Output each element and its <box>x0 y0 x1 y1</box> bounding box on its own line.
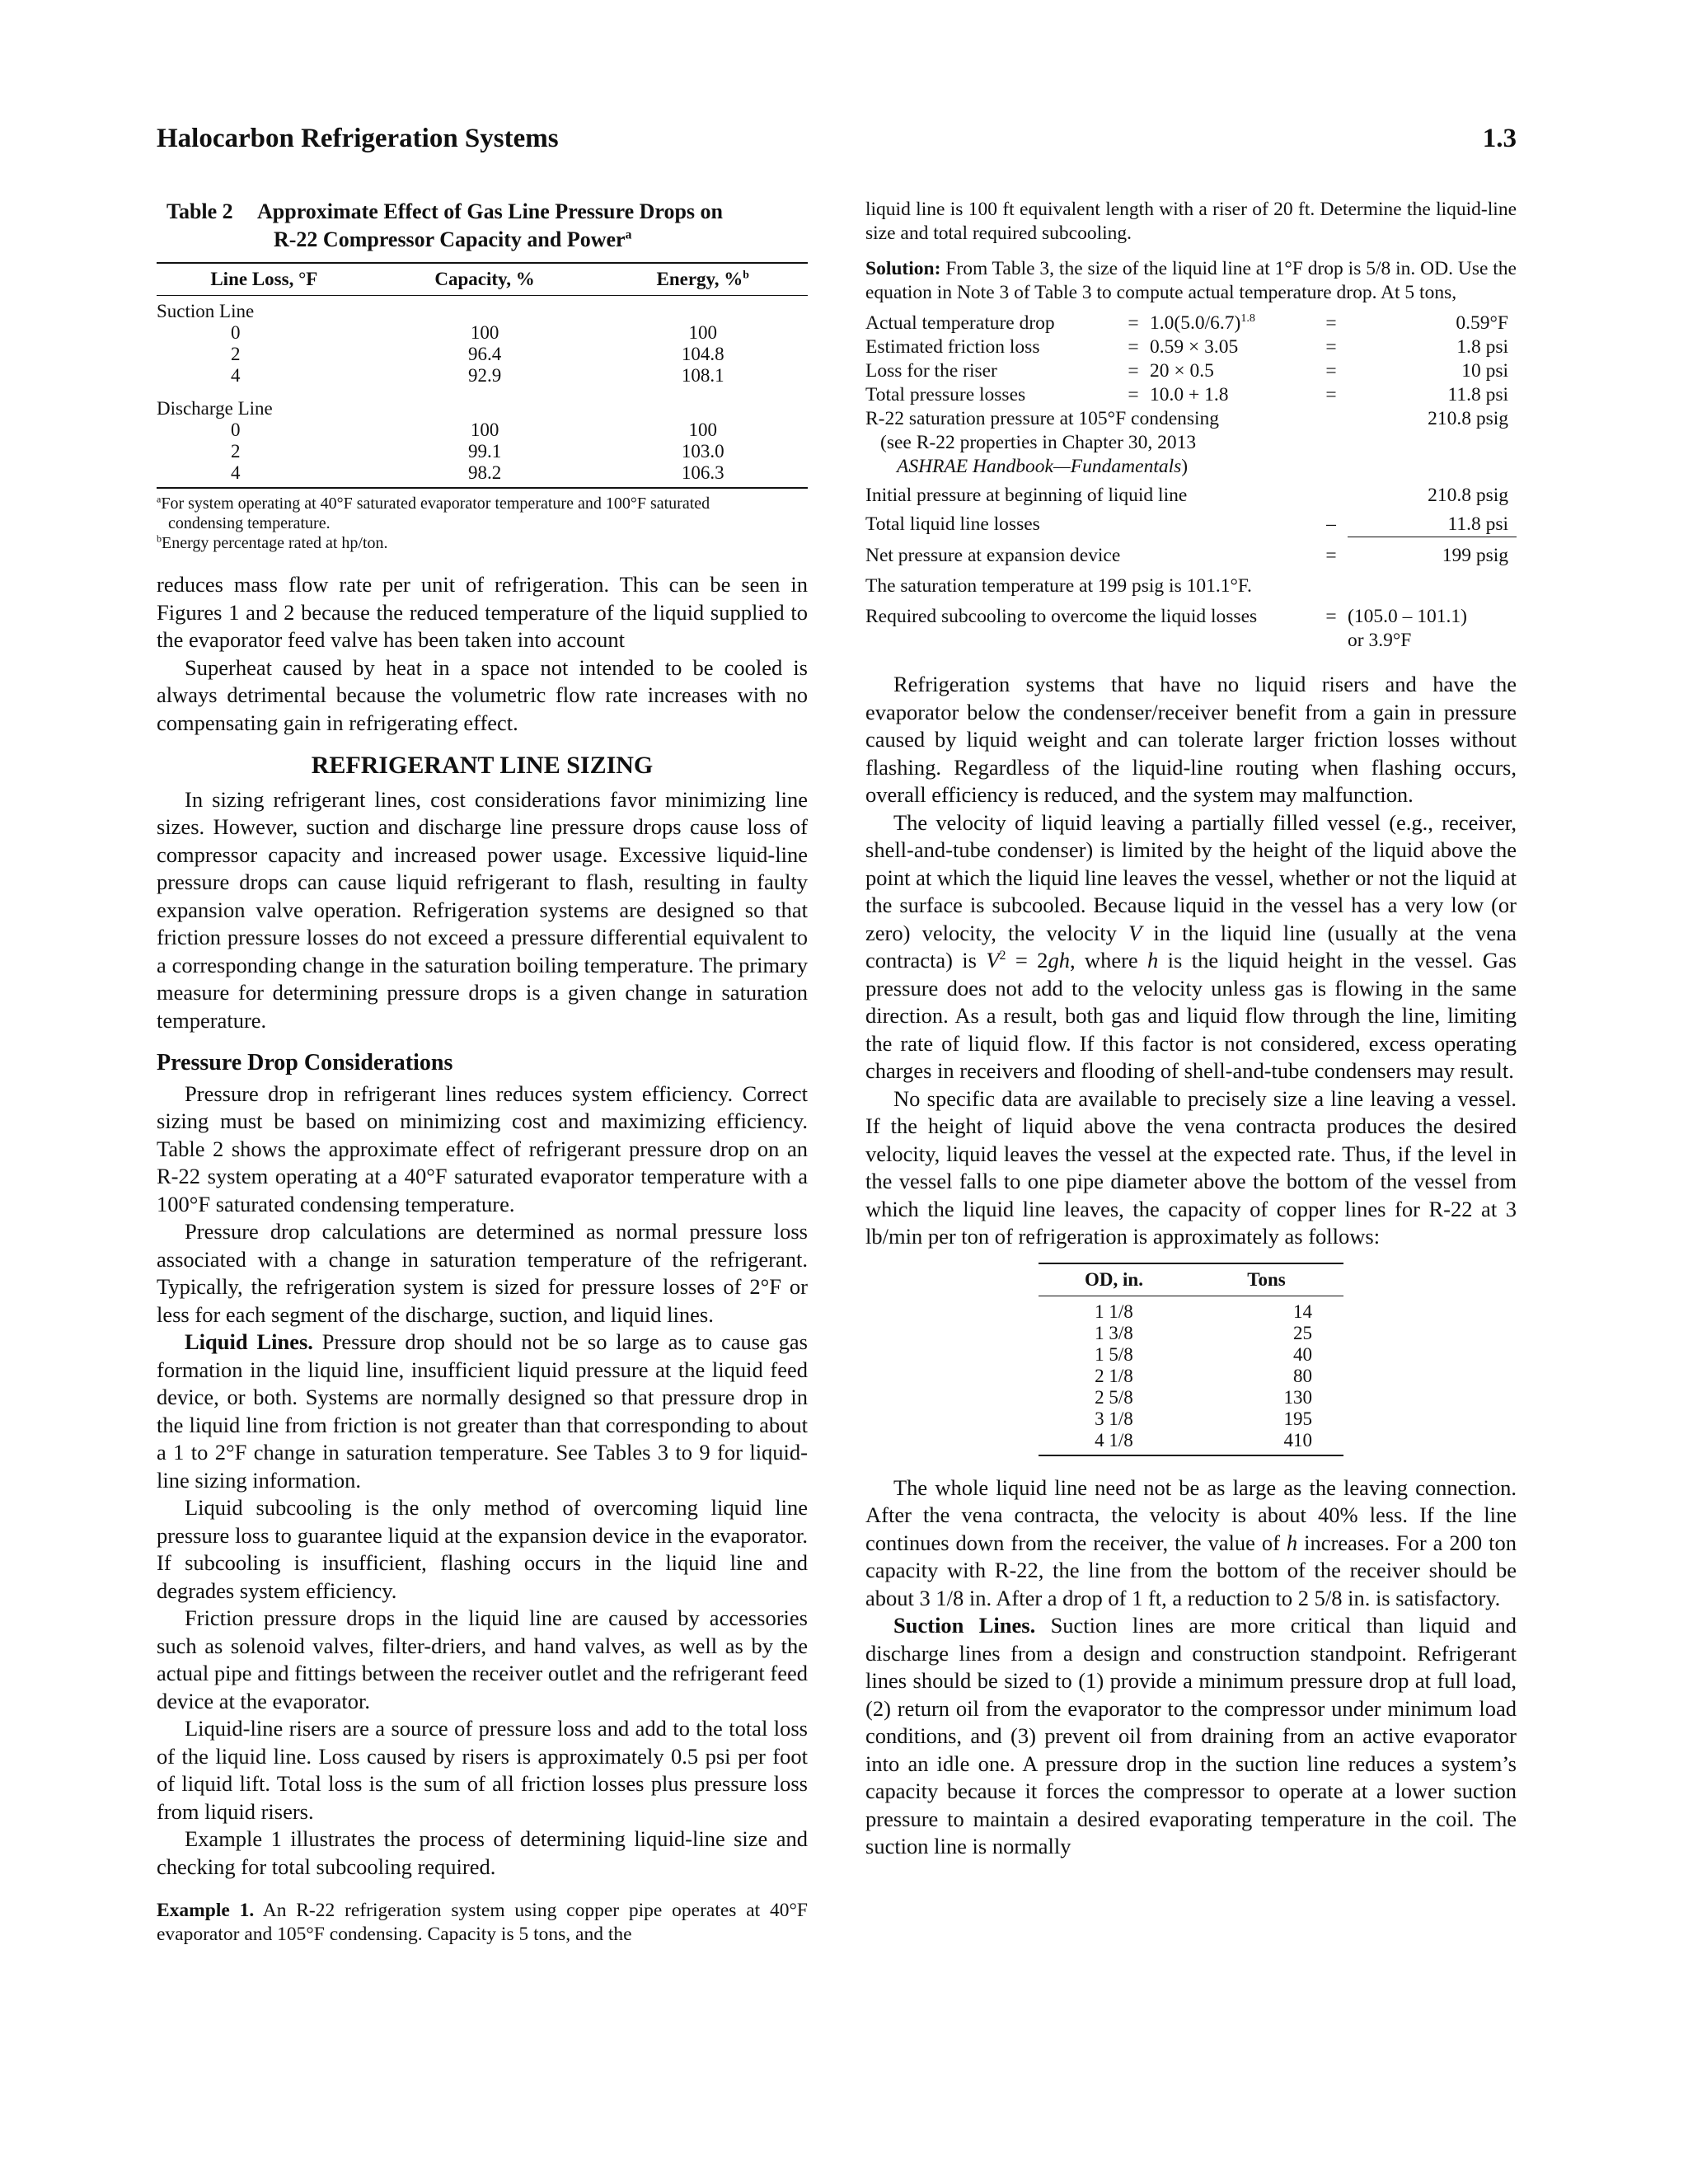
table2-cell: 4 <box>157 462 372 488</box>
table2-footnote-b <box>157 533 808 553</box>
calc-label: Required subcooling to overcome the liquid losses <box>865 606 1258 627</box>
table2-header-capacity: Capacity, % <box>372 263 598 296</box>
calc-result: 199 psig <box>1442 545 1508 566</box>
od-row <box>1039 1387 1343 1408</box>
calc-sign: = <box>1325 606 1337 627</box>
paragraph: Pressure drop calculations are determined as normal pressure loss associated with a change in saturation temperature of the refrigerant. Typically, the refrigeration system is sized for pressure losses of 2°F or less for each segment of the discharge, suction, and liquid lines. <box>157 1219 808 1327</box>
right-body <box>865 671 1517 1251</box>
table2-cell: 100 <box>688 419 717 440</box>
table2-cell: 2 <box>231 441 241 462</box>
od-cell: 4 1/8 <box>1039 1430 1189 1455</box>
paragraph-text: Pressure drop should not be so large as to cause gas formation in the liquid line, insufficient liquid pressure at the liquid feed device, or both. Systems are normally designed so that pressure drop in the liquid line from friction is not greater than that corresponding to about a 1 to 2°F change in saturation temperature. See Tables 3 to 9 for liquid-line sizing information. <box>157 1329 808 1493</box>
paragraph: In sizing refrigerant lines, cost considerations favor minimizing line sizes. However, suction and discharge line pressure drops cause loss of compressor capacity and increased power usage. Excessive liquid-line pressure drops can cause liquid refrigerant to flash, resulting in faulty expansion valve operation. Refrigeration systems are designed so that friction pressure losses do not exceed a pressure differential equivalent to a corresponding change in the saturation boiling temperature. The primary measure for determining pressure drops is a given change in saturation temperature. <box>157 786 808 1033</box>
right-body-2 <box>865 1474 1517 1861</box>
calc-row <box>865 508 1517 537</box>
footnote-a-text: For system operating at 40°F saturated evaporator temperature and 100°F saturated <box>161 494 710 513</box>
paragraph: Superheat caused by heat in a space not intended to be cooled is always detrimental because the volumetric flow rate increases with no compensating gain in refrigerating effect. <box>157 654 808 735</box>
table2-row <box>157 344 808 365</box>
calc-eq: = <box>1128 336 1139 358</box>
calc-note-italic: ASHRAE Handbook—Fundamentals <box>897 456 1182 477</box>
calc-row <box>865 568 1517 598</box>
table2-number: Table 2 <box>166 199 233 223</box>
footnote-b-text: Energy percentage rated at hp/ton. <box>162 534 388 552</box>
table2-header-energy-text: Energy, % <box>656 269 743 289</box>
calc-row <box>865 383 1517 407</box>
footnote-a-mark: a <box>157 493 162 505</box>
table2-title-sup: a <box>625 227 632 242</box>
calc-expr: 20 × 0.5 <box>1150 360 1214 382</box>
table2-section <box>157 387 808 419</box>
table2-section-name: Discharge Line <box>157 398 273 419</box>
table2 <box>157 262 808 489</box>
table2-cell: 2 <box>231 344 241 364</box>
calc-label: Actual temperature drop <box>865 312 1055 334</box>
od-header-row <box>1039 1263 1343 1296</box>
example-lead: Example 1. <box>157 1900 255 1921</box>
paragraph: Example 1 illustrates the process of determining liquid-line size and checking for total subcooling required. <box>157 1826 808 1879</box>
calc-label: Estimated friction loss <box>865 336 1040 358</box>
calc-result: 0.59°F <box>1456 312 1508 334</box>
paragraph <box>865 1612 1517 1861</box>
od-header: OD, in. <box>1039 1263 1189 1296</box>
calc-note <box>865 455 1517 479</box>
calc-expr-text: 1.0(5.0/6.7) <box>1150 312 1241 334</box>
od-tons-table <box>1039 1263 1343 1456</box>
table2-footnote-a-cont: condensing temperature. <box>168 514 331 532</box>
calc-expr: 0.59 × 3.05 <box>1150 336 1239 358</box>
var-v: V <box>1128 920 1142 945</box>
running-title: Halocarbon Refrigeration Systems <box>157 124 559 153</box>
table2-header-row <box>157 263 808 296</box>
calc-note-close: ) <box>1181 456 1189 477</box>
solution-text: From Table 3, the size of the liquid line at 1°F drop is 5/8 in. OD. Use the equation in Note 3 of Table 3 to compute actual temperature drop. At 5 tons, <box>865 258 1517 303</box>
table2-row <box>157 365 808 387</box>
tons-cell: 14 <box>1293 1301 1312 1322</box>
tons-cell: 195 <box>1283 1408 1312 1429</box>
var-v: V <box>986 948 1000 972</box>
solution <box>865 257 1517 305</box>
paragraph-text: The whole liquid line need not be as large as the leaving connection. After the vena contracta, the velocity is about 40% less. If the line continues down from the receiver, the value of <box>865 1474 1517 1555</box>
od-cell: 1 3/8 <box>1095 1322 1133 1343</box>
table2-header-energy <box>598 263 808 296</box>
table2-cell: 106.3 <box>598 462 808 488</box>
calc-label: Total liquid line losses <box>865 513 1040 535</box>
calc-eq2: = <box>1325 312 1337 334</box>
od-cell: 2 5/8 <box>1095 1386 1133 1408</box>
calc-result: 210.8 psig <box>1428 485 1508 506</box>
calc-row <box>865 407 1517 431</box>
calc-row <box>865 359 1517 383</box>
table2-row <box>157 419 808 441</box>
od-cell: 1 5/8 <box>1095 1343 1133 1365</box>
paragraph <box>157 1329 808 1494</box>
calc-result: 210.8 psig <box>1428 408 1508 429</box>
calc-result: 10 psi <box>1461 360 1508 382</box>
table2-row <box>157 462 808 488</box>
calc-expr-sup: 1.8 <box>1240 312 1255 326</box>
calc-row <box>865 455 1517 479</box>
var-h: h <box>1286 1530 1298 1555</box>
tons-cell: 80 <box>1293 1365 1312 1386</box>
paragraph: No specific data are available to precisely size a line leaving a vessel. If the height of liquid above the vena contracta produces the desired velocity, liquid leaves the vessel at the expected rate. Thus, if the level in the vessel falls to one pipe diameter above the bottom of the vessel from which the liquid line leaves, the capacity of copper lines for R-22 at 3 lb/min per ton of refrigeration is approximately as follows: <box>865 1085 1517 1249</box>
calc-label: Loss for the riser <box>865 360 997 382</box>
table2-cell: 4 <box>231 365 241 386</box>
table2-cell: 100 <box>688 322 717 343</box>
calc-row <box>865 479 1517 508</box>
calc-label: R-22 saturation pressure at 105°F condensing <box>865 408 1220 429</box>
calc-note: The saturation temperature at 199 psig is 101.1°F. <box>865 575 1252 597</box>
od-cell: 2 1/8 <box>1095 1365 1133 1386</box>
example-1 <box>157 1899 808 1947</box>
calc-label: Initial pressure at beginning of liquid line <box>865 485 1188 506</box>
example-text: An R-22 refrigeration system using copper pipe operates at 40°F evaporator and 105°F condensing. Capacity is 5 tons, and the <box>157 1900 808 1945</box>
tons-cell: 25 <box>1293 1322 1312 1343</box>
subsection-heading: Pressure Drop Considerations <box>157 1050 453 1076</box>
calc-row <box>865 335 1517 359</box>
paragraph-text: Suction lines are more critical than liquid and discharge lines from a design and construction standpoint. Refrigerant lines should be sized to (1) provide a minimum pressure drop at full load, (2) return oil from the evaporator to the compressor under minimum load conditions, and (3) prevent oil from draining from an active evaporator into an idle one. A pressure drop in the suction line reduces a system’s capacity because it forces the compressor to operate at a lower suction pressure to maintain a desired evaporating temperature in the coil. The suction line is normally <box>865 1613 1517 1858</box>
calc-expr: 10.0 + 1.8 <box>1150 384 1229 405</box>
table2-title-line1: Approximate Effect of Gas Line Pressure Drops on <box>257 199 723 223</box>
calc-row <box>865 537 1517 569</box>
table2-row <box>157 322 808 344</box>
calc-result: 11.8 psi <box>1447 384 1508 405</box>
paragraph-text: in the liquid line (usually at the vena contracta) is <box>865 920 1517 972</box>
table2-cell: 96.4 <box>467 344 502 364</box>
od-row <box>1039 1366 1343 1387</box>
calculation-table <box>865 312 1517 653</box>
calc-note: (see R-22 properties in Chapter 30, 2013 <box>880 432 1197 453</box>
od-cell: 1 1/8 <box>1095 1301 1133 1322</box>
table2-cell: 100 <box>470 322 499 343</box>
calc-row <box>865 598 1517 629</box>
table2-caption <box>166 198 808 254</box>
tons-header: Tons <box>1189 1263 1343 1296</box>
od-row <box>1039 1344 1343 1366</box>
table2-header-sup: b <box>743 268 749 281</box>
od-row <box>1039 1323 1343 1344</box>
calc-result: 1.8 psi <box>1456 336 1508 358</box>
paragraph: Liquid-line risers are a source of pressure loss and add to the total loss of the liquid line. Loss caused by risers is approximately 0.5 psi per foot of liquid lift. Total loss is the sum of all friction losses plus pressure loss from liquid risers. <box>157 1716 808 1824</box>
table2-footnotes <box>157 494 808 553</box>
table2-section <box>157 296 808 323</box>
table2-cell: 92.9 <box>467 365 502 386</box>
od-row <box>1039 1296 1343 1323</box>
calc-eq2: = <box>1325 336 1337 358</box>
table2-cell: 0 <box>231 419 241 440</box>
paragraph-text: , where <box>1069 948 1148 972</box>
page-number: 1.3 <box>1482 124 1517 153</box>
calc-label: Net pressure at expansion device <box>865 544 1121 566</box>
section-heading: REFRIGERANT LINE SIZING <box>311 752 654 779</box>
table2-cell: 103.0 <box>681 441 724 462</box>
var-gh: gh <box>1048 948 1070 972</box>
calc-eq2: = <box>1325 384 1337 405</box>
paragraph <box>865 809 1517 1085</box>
running-header <box>157 124 1517 163</box>
paragraph: Pressure drop in refrigerant lines reduces system efficiency. Correct sizing must be based on minimizing cost and maximizing efficiency. Table 2 shows the approximate effect of refrigerant pressure drop on an R-22 system operating at a 40°F saturated evaporator temperature with a 100°F saturated condensing temperature. <box>157 1080 808 1216</box>
calc-result: or 3.9°F <box>1348 630 1412 651</box>
table2-cell: 108.1 <box>681 365 724 386</box>
table2-row <box>157 441 808 462</box>
example-continued: liquid line is 100 ft equivalent length with a riser of 20 ft. Determine the liquid-line size and total required subcooling. <box>865 199 1517 244</box>
right-column <box>865 198 1517 1861</box>
od-cell: 3 1/8 <box>1095 1408 1133 1429</box>
paragraph: reduces mass flow rate per unit of refrigeration. This can be seen in Figures 1 and 2 because the reduced temperature of the liquid supplied to the evaporator feed valve has been taken into account <box>157 572 808 652</box>
calc-sign: = <box>1325 544 1337 566</box>
solution-lead: Solution: <box>865 258 941 279</box>
paragraph: Friction pressure drops in the liquid line are caused by accessories such as solenoid valves, filter-driers, and hand valves, as well as by the actual pipe and fittings between the receiver outlet and the refrigerant feed device at the evaporator. <box>157 1605 808 1713</box>
superscript: 2 <box>999 949 1006 963</box>
calc-row <box>865 431 1517 455</box>
paragraph-text: increases. For a 200 ton capacity with R-22, the line from the bottom of the receiver should be about 3 1/8 in. After a drop of 1 ft, a reduction to 2 5/8 in. is satisfactory. <box>865 1530 1517 1610</box>
calc-eq: = <box>1128 312 1139 334</box>
paragraph: Liquid subcooling is the only method of overcoming liquid line pressure loss to guarantee liquid at the expansion device in the evaporator. If subcooling is insufficient, flashing occurs in the liquid line and degrades system efficiency. <box>157 1495 808 1603</box>
table2-cell: 100 <box>470 419 499 440</box>
calc-row <box>865 312 1517 335</box>
tons-cell: 40 <box>1293 1343 1312 1365</box>
od-row <box>1039 1430 1343 1455</box>
table2-cell: 98.2 <box>372 462 598 488</box>
table2-cell: 0 <box>231 322 241 343</box>
left-body <box>157 571 808 1881</box>
table2-footnote-a <box>157 494 808 513</box>
calc-eq2: = <box>1325 360 1337 382</box>
calc-row <box>865 629 1517 653</box>
paragraph-text: The velocity of liquid leaving a partially filled vessel (e.g., receiver, shell-and-tube condenser) is limited by the height of the liquid above the point at which the liquid line leaves the vessel, whether or not the liquid at the surface is subcooled. Because liquid in the vessel has a very low (or zero) velocity, the velocity <box>865 809 1517 945</box>
table2-cell: 99.1 <box>467 441 502 462</box>
paragraph <box>865 1474 1517 1613</box>
calc-eq: = <box>1128 384 1139 405</box>
table2-header-lineloss: Line Loss, °F <box>157 263 372 296</box>
od-row <box>1039 1408 1343 1430</box>
paragraph: Refrigeration systems that have no liquid risers and have the evaporator below the condenser/receiver benefit from a gain in pressure caused by liquid weight and can tolerate larger friction losses without flashing. Regardless of the liquid-line routing when flashing occurs, overall efficiency is reduced, and the system may malfunction. <box>865 672 1517 807</box>
paragraph-text: is the liquid height in the vessel. Gas pressure does not add to the velocity unless gas is flowing in the same direction. As a result, both gas and liquid flow through the line, limiting the rate of liquid flow. If this factor is not considered, excess operating charges in receivers and flooding of shell-and-tube condensers may result. <box>865 948 1517 1083</box>
table2-title-line2: R-22 Compressor Capacity and Power <box>274 227 626 251</box>
calc-eq: = <box>1128 360 1139 382</box>
table2-section-name: Suction Line <box>157 301 255 321</box>
var-h: h <box>1147 948 1159 972</box>
calc-result: (105.0 – 101.1) <box>1348 606 1467 627</box>
paragraph-text: = 2 <box>1006 948 1048 972</box>
left-column <box>157 198 808 1947</box>
run-in-heading: Suction Lines. <box>893 1613 1036 1638</box>
calc-expr <box>1150 312 1315 335</box>
table2-cell: 104.8 <box>681 344 724 364</box>
calc-sign: – <box>1326 513 1336 535</box>
calc-result: 11.8 psi <box>1348 508 1517 537</box>
tons-cell: 410 <box>1189 1430 1343 1455</box>
calc-label: Total pressure losses <box>865 384 1026 405</box>
tons-cell: 130 <box>1283 1386 1312 1408</box>
footnote-b-mark: b <box>157 532 162 545</box>
run-in-heading: Liquid Lines. <box>185 1329 313 1354</box>
